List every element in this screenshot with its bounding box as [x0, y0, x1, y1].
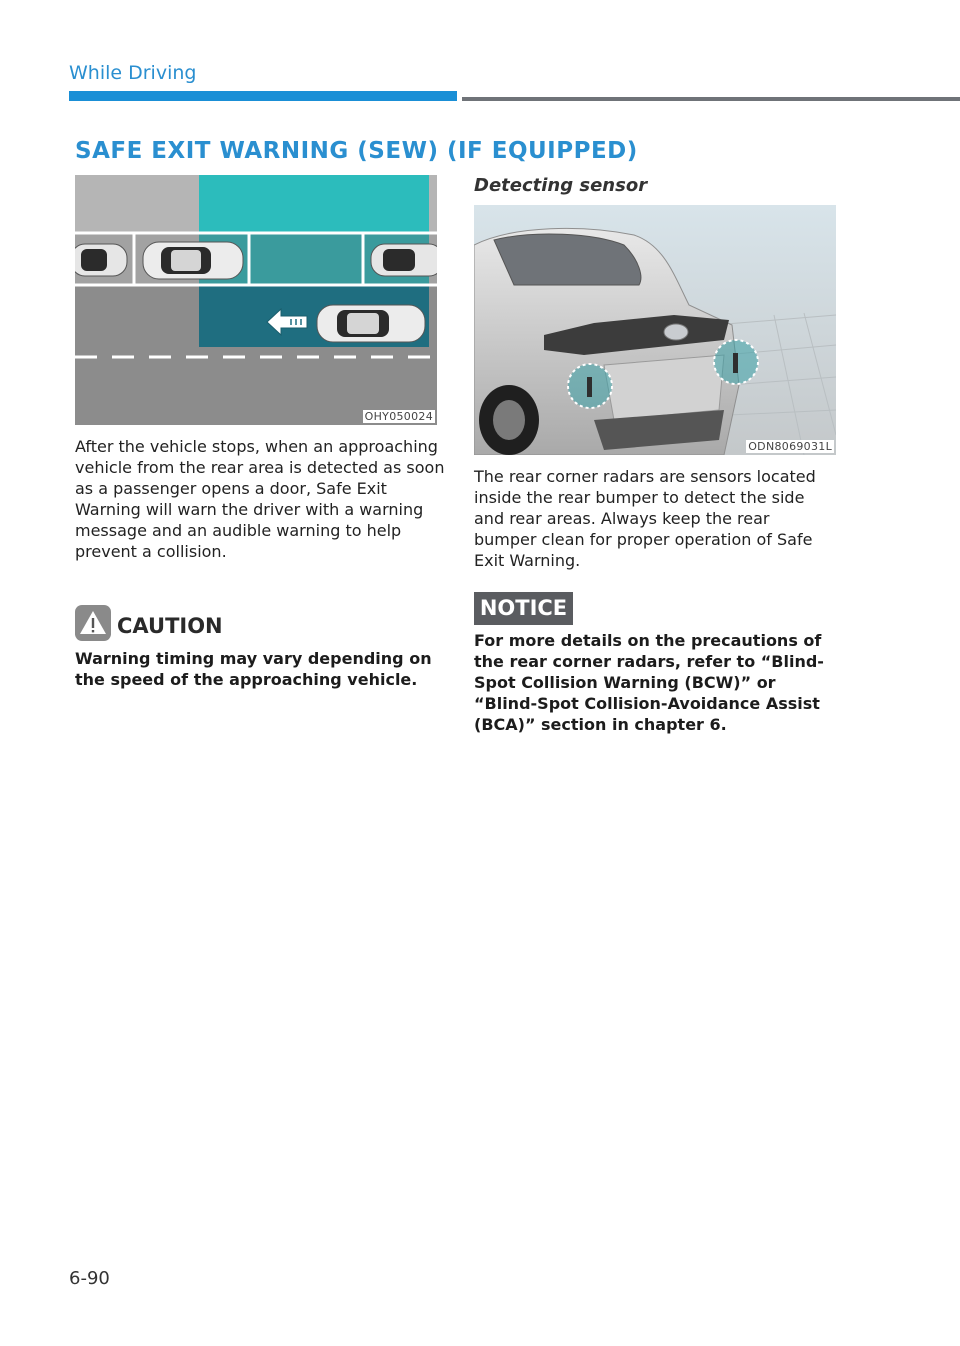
running-header: While Driving: [69, 62, 197, 84]
sew-description: After the vehicle stops, when an approaching vehicle from the rear area is detected as soon as a passenger opens a door, Safe Exit Warning will warn the driver with a warning message and an audible warning to help prevent a collision.: [75, 437, 445, 561]
caution-icon: [75, 605, 111, 641]
notice-badge: NOTICE: [474, 592, 573, 625]
sensor-description: The rear corner radars are sensors located inside the rear bumper to detect the side and rear areas. Always keep the rear bumper clean for proper operation of Safe Exit Warning.: [474, 467, 816, 570]
header-accent-bar: [69, 91, 457, 101]
sew-overhead-illustration: [75, 175, 437, 425]
radar-sensor-right: [714, 340, 758, 384]
header-rule: [462, 97, 960, 101]
caution-heading: CAUTION: [117, 614, 223, 638]
parked-car-right: [371, 244, 437, 276]
rear-radar-illustration: [474, 205, 836, 455]
parking-lot-diagram: [75, 175, 437, 425]
page-number: 6-90: [69, 1268, 110, 1289]
figure-code: OHY050024: [364, 410, 433, 423]
parked-car-left: [75, 244, 127, 276]
section-title: SAFE EXIT WARNING (SEW) (IF EQUIPPED): [75, 138, 638, 164]
radar-sensor-left: [568, 364, 612, 408]
notice-text: For more details on the precautions of the rear corner radars, refer to “Blind-Spot Collision Warning (BCW)” or “Blind-Spot Collision-Avoidance Assist (BCA)” section in chapter 6.: [474, 631, 824, 734]
figure-code: ODN8069031L: [748, 440, 832, 453]
parked-car-center: [143, 242, 243, 279]
approaching-car: [317, 305, 425, 342]
caution-text: Warning timing may vary depending on the speed of the approaching vehicle.: [75, 649, 432, 689]
rear-car-drawing: [474, 205, 836, 455]
detecting-sensor-heading: Detecting sensor: [474, 175, 648, 196]
